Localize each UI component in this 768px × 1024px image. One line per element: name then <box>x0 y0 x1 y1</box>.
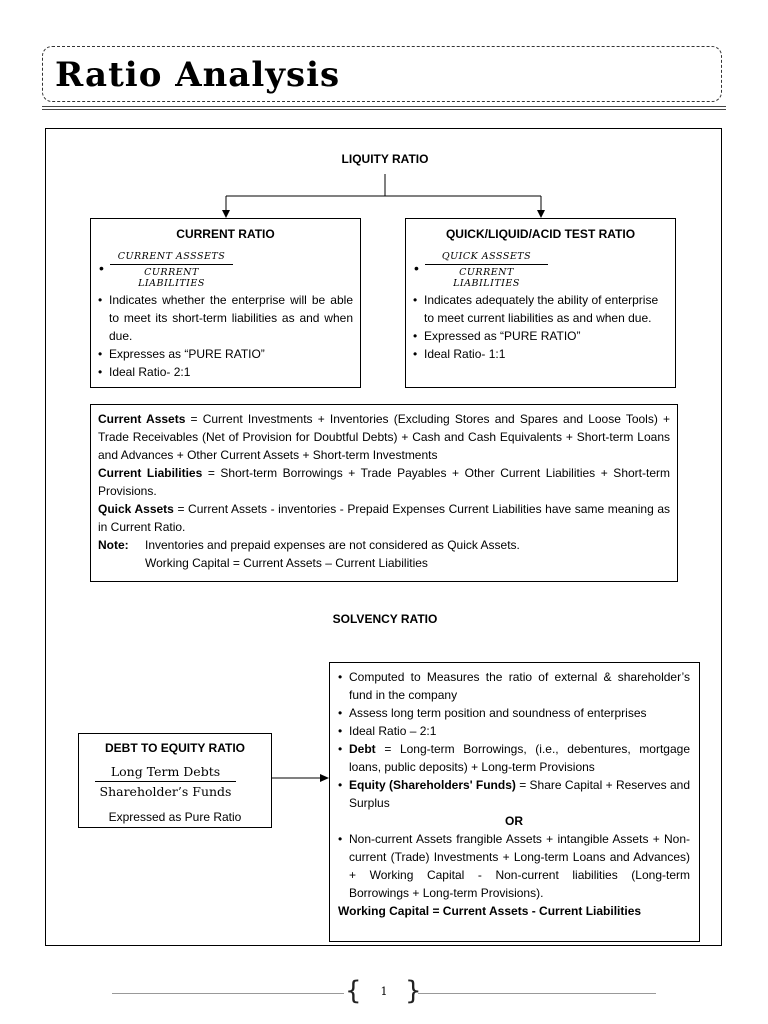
list-item: • Ideal Ratio – 2:1 <box>338 722 690 740</box>
note-line: Working Capital = Current Assets – Current Liabilities <box>145 556 428 570</box>
quick-assets-definition <box>98 500 670 536</box>
list-item: • Indicates whether the enterprise will be able to meet its short-term liabilities as and when due. <box>98 291 353 345</box>
current-ratio-box <box>90 218 361 388</box>
fraction-line <box>110 264 233 265</box>
term: Debt <box>349 742 376 756</box>
note <box>98 536 670 572</box>
formula-denominator: Shareholder’s Funds <box>99 784 232 799</box>
list-item: • Indicates adequately the ability of enterprise to meet current liabilities as and when due. <box>413 291 668 327</box>
list-item <box>338 740 690 776</box>
formula-numerator: Long Term Debts <box>110 764 221 779</box>
definition-text: = Long-term Borrowings, (i.e., debentures, mortgage loans, public deposits) + Long-term Provisions <box>349 742 690 774</box>
quick-ratio-heading: QUICK/LIQUID/ACID TEST RATIO <box>445 227 636 241</box>
fraction-line <box>95 781 236 782</box>
current-liabilities-definition <box>98 464 670 500</box>
list-item: • Expressed as “PURE RATIO” <box>413 327 668 345</box>
liquidity-heading: LIQUITY RATIO <box>341 152 429 166</box>
formula-numerator: CURRENT ASSSETS <box>117 251 226 262</box>
list-item: • Assess long term position and soundness of enterprises <box>338 704 690 722</box>
working-capital-formula: Working Capital = Current Assets - Current Liabilities <box>338 904 642 918</box>
list-item: • Non-current Assets frangible Assets + intangible Assets + Non-current (Trade) Investments + Long-term Loans and Advances) + Working Capital - Non-current liabilities (Long-term Borrowings + Long-term Provisions). <box>338 830 690 902</box>
debt-equity-box <box>78 733 272 828</box>
quick-ratio-box <box>405 218 676 388</box>
left-brace-icon: { <box>345 976 362 1006</box>
footer-rule <box>418 993 656 994</box>
debt-equity-formula <box>95 764 236 799</box>
list-item: • Ideal Ratio- 2:1 <box>98 363 353 381</box>
right-brace-icon: } <box>405 976 422 1006</box>
footer-rule <box>112 993 344 994</box>
term: Quick Assets <box>98 502 174 516</box>
bullet: • <box>414 260 419 276</box>
note-line: Inventories and prepaid expenses are not considered as Quick Assets. <box>145 538 520 552</box>
list-item: • Ideal Ratio- 1:1 <box>413 345 668 363</box>
definition-text: = Current Assets - inventories - Prepaid Expenses Current Liabilities have same meaning as in Current Ratio. <box>98 502 671 534</box>
definitions-box <box>90 404 678 582</box>
debt-equity-caption: Expressed as Pure Ratio <box>108 810 242 824</box>
definition-text: = Short-term Borrowings + Trade Payables + Other Current Liabilities + Short-term Provisions. <box>98 466 670 498</box>
list-item: • Computed to Measures the ratio of external & shareholder’s fund in the company <box>338 668 690 704</box>
or-separator: OR <box>505 814 523 828</box>
term: Equity (Shareholders' Funds) <box>349 778 516 792</box>
definition-text: = Share Capital + Reserves and Surplus <box>349 778 690 810</box>
list-item <box>338 776 690 812</box>
page-number: 1 <box>380 985 388 998</box>
solvency-details-box <box>329 662 700 942</box>
term: Current Assets <box>98 412 186 426</box>
page-title: Ratio Analysis <box>55 55 341 95</box>
term: Current Liabilities <box>98 466 203 480</box>
fraction-line <box>425 264 548 265</box>
current-ratio-formula <box>110 251 233 289</box>
current-assets-definition <box>98 410 670 464</box>
current-ratio-heading: CURRENT RATIO <box>176 227 275 241</box>
debt-equity-heading: DEBT TO EQUITY RATIO <box>104 741 245 755</box>
formula-numerator: QUICK ASSSETS <box>441 251 532 262</box>
definition-text: = Current Investments + Inventories (Excluding Stores and Spares and Loose Tools) + Trade Receivables (Net of Provision for Doubtful Debts) + Cash and Cash Equivalents + Short-term Loans and Advances + Other Current Assets + Short-term Investments <box>98 412 670 462</box>
solvency-heading: SOLVENCY RATIO <box>332 612 438 626</box>
bullet: • <box>99 260 104 276</box>
quick-ratio-formula <box>425 251 548 289</box>
list-item: • Expresses as “PURE RATIO” <box>98 345 353 363</box>
note-label: Note: <box>98 538 129 552</box>
formula-denominator: CURRENT LIABILITIES <box>138 267 205 289</box>
formula-denominator: CURRENT LIABILITIES <box>453 267 520 289</box>
